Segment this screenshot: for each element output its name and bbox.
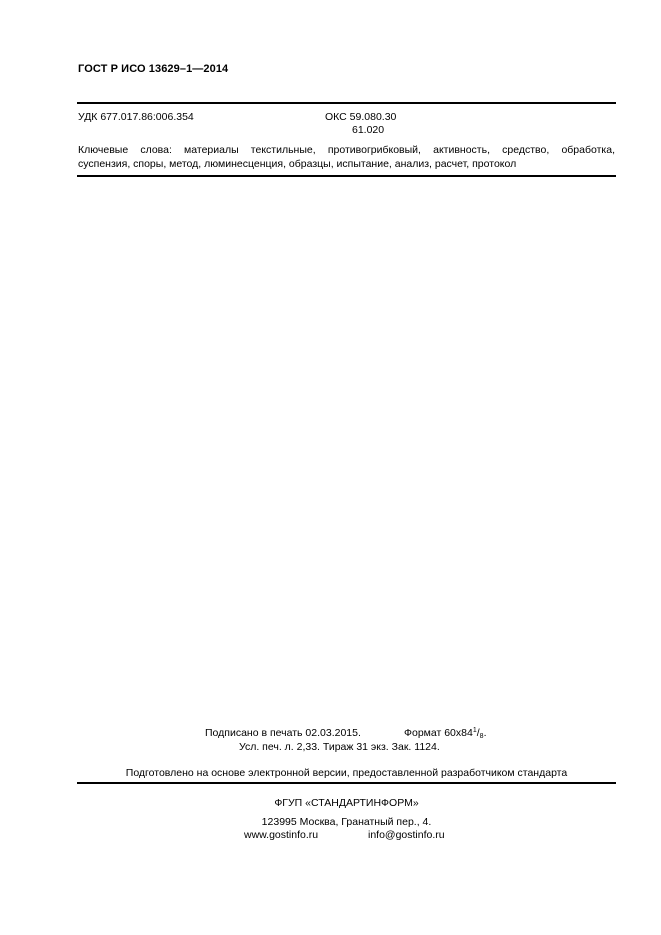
prepared-note: Подготовлено на основе электронной версии, предоставленной разработчиком стандарта (125, 767, 568, 779)
publisher-address: 123995 Москва, Гранатный пер., 4. (261, 816, 432, 828)
publisher-website[interactable]: www.gostinfo.ru (244, 829, 319, 841)
keywords-line-2: суспензия, споры, метод, люминесценция, образцы, испытание, анализ, расчет, протокол (78, 158, 517, 170)
paper-format: Формат $60x84^1/8$. (404, 727, 487, 740)
keywords-block (78, 143, 615, 171)
standard-code: ГОСТ Р ИСО 13629–1—2014 (78, 63, 229, 75)
keywords-line-1: Ключевые слова: материалы текстильные, противогрибковый, активность, средство, обработка, (78, 144, 615, 156)
format-denominator: 8 (479, 733, 484, 740)
top-rule (77, 102, 616, 104)
print-details: Усл. печ. л. 2,33. Тираж 31 экз. Зак. 1124. (239, 741, 440, 753)
publisher-email[interactable]: info@gostinfo.ru (368, 829, 445, 841)
keywords-bottom-rule (77, 175, 616, 177)
format-end: . (483, 727, 487, 739)
format-label: Формат 60x84 (404, 727, 473, 739)
oks-code-2: 61.020 (352, 124, 385, 136)
oks-code-1: ОКС 59.080.30 (325, 111, 397, 123)
udk-code: УДК 677.017.86:006.354 (78, 111, 194, 123)
format-numerator: 1 (472, 727, 477, 734)
publisher-name: ФГУП «СТАНДАРТИНФОРМ» (274, 797, 419, 809)
footer-rule (77, 782, 616, 784)
signed-date: Подписано в печать 02.03.2015. (205, 727, 361, 739)
